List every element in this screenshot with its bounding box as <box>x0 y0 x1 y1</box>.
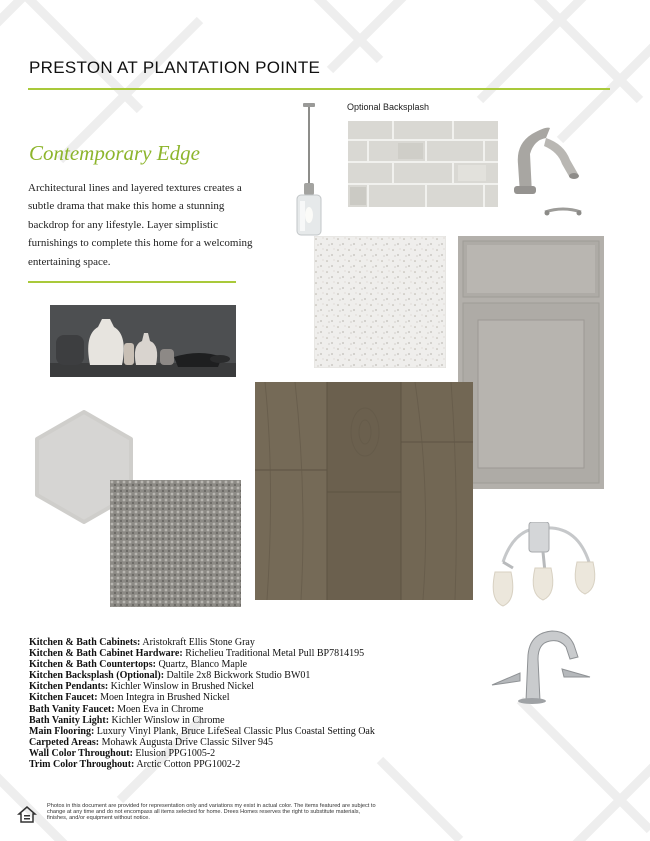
title-divider <box>28 88 610 90</box>
cabinet-door-image <box>458 236 604 489</box>
spec-item: Kitchen & Bath Countertops: Quartz, Blanco Maple <box>29 659 248 671</box>
flooring-sample-image <box>255 382 473 600</box>
vanity-light-image <box>485 522 607 610</box>
vanity-faucet-image <box>486 625 596 705</box>
spec-item: Kitchen Backsplash (Optional): Daltile 2x8 Bickwork Studio BW01 <box>29 670 311 682</box>
collection-description: Architectural lines and layered textures creates a subtle drama that make this home a stunning backdrop for any lifestyle. Layer simplistic furnishings to complete this home for a welcoming entertaining space. <box>28 182 253 268</box>
description-divider <box>28 281 236 283</box>
decor-vases-image <box>50 305 236 377</box>
disclaimer-text: Photos in this document are provided for representation only and variations my exist in actual color. The items featured are subject to change at any time and do not encompass all items selected for home. Drees Homes reserves the right to substitute materials, finishes, and/or equipment without notice. <box>47 803 376 822</box>
specifications-list <box>29 637 449 770</box>
spec-item: Kitchen Pendants: Kichler Winslow in Brushed Nickel <box>29 681 254 693</box>
backsplash-tile-image <box>348 121 498 207</box>
cabinet-pull-image <box>543 207 583 217</box>
backsplash-label: Optional Backsplash <box>347 102 430 112</box>
spec-item: Main Flooring: Luxury Vinyl Plank, Bruce LifeSeal Classic Plus Coastal Setting Oak <box>29 725 375 737</box>
spec-item: Kitchen Faucet: Moen Integra in Brushed Nickel <box>29 692 230 704</box>
countertop-sample-image <box>314 236 446 368</box>
equal-housing-icon <box>17 806 37 824</box>
spec-item: Carpeted Areas: Mohawk Augusta Drive Classic Silver 945 <box>29 736 273 748</box>
collection-name: Contemporary Edge <box>29 141 200 165</box>
spec-item: Wall Color Throughout: Elusion PPG1005-2 <box>29 747 216 759</box>
page-title: PRESTON AT PLANTATION POINTE <box>29 58 321 77</box>
pendant-light-image <box>294 103 324 237</box>
spec-item: Bath Vanity Faucet: Moen Eva in Chrome <box>29 703 204 715</box>
spec-item: Bath Vanity Light: Kichler Winslow in Chrome <box>29 714 225 726</box>
spec-item: Kitchen & Bath Cabinets: Aristokraft Ellis Stone Gray <box>29 637 255 648</box>
spec-item: Trim Color Throughout: Arctic Cotton PPG1002-2 <box>29 759 241 771</box>
carpet-sample-image <box>110 480 241 607</box>
spec-item: Kitchen & Bath Cabinet Hardware: Richelieu Traditional Metal Pull BP7814195 <box>29 648 365 660</box>
kitchen-faucet-image <box>506 124 582 196</box>
